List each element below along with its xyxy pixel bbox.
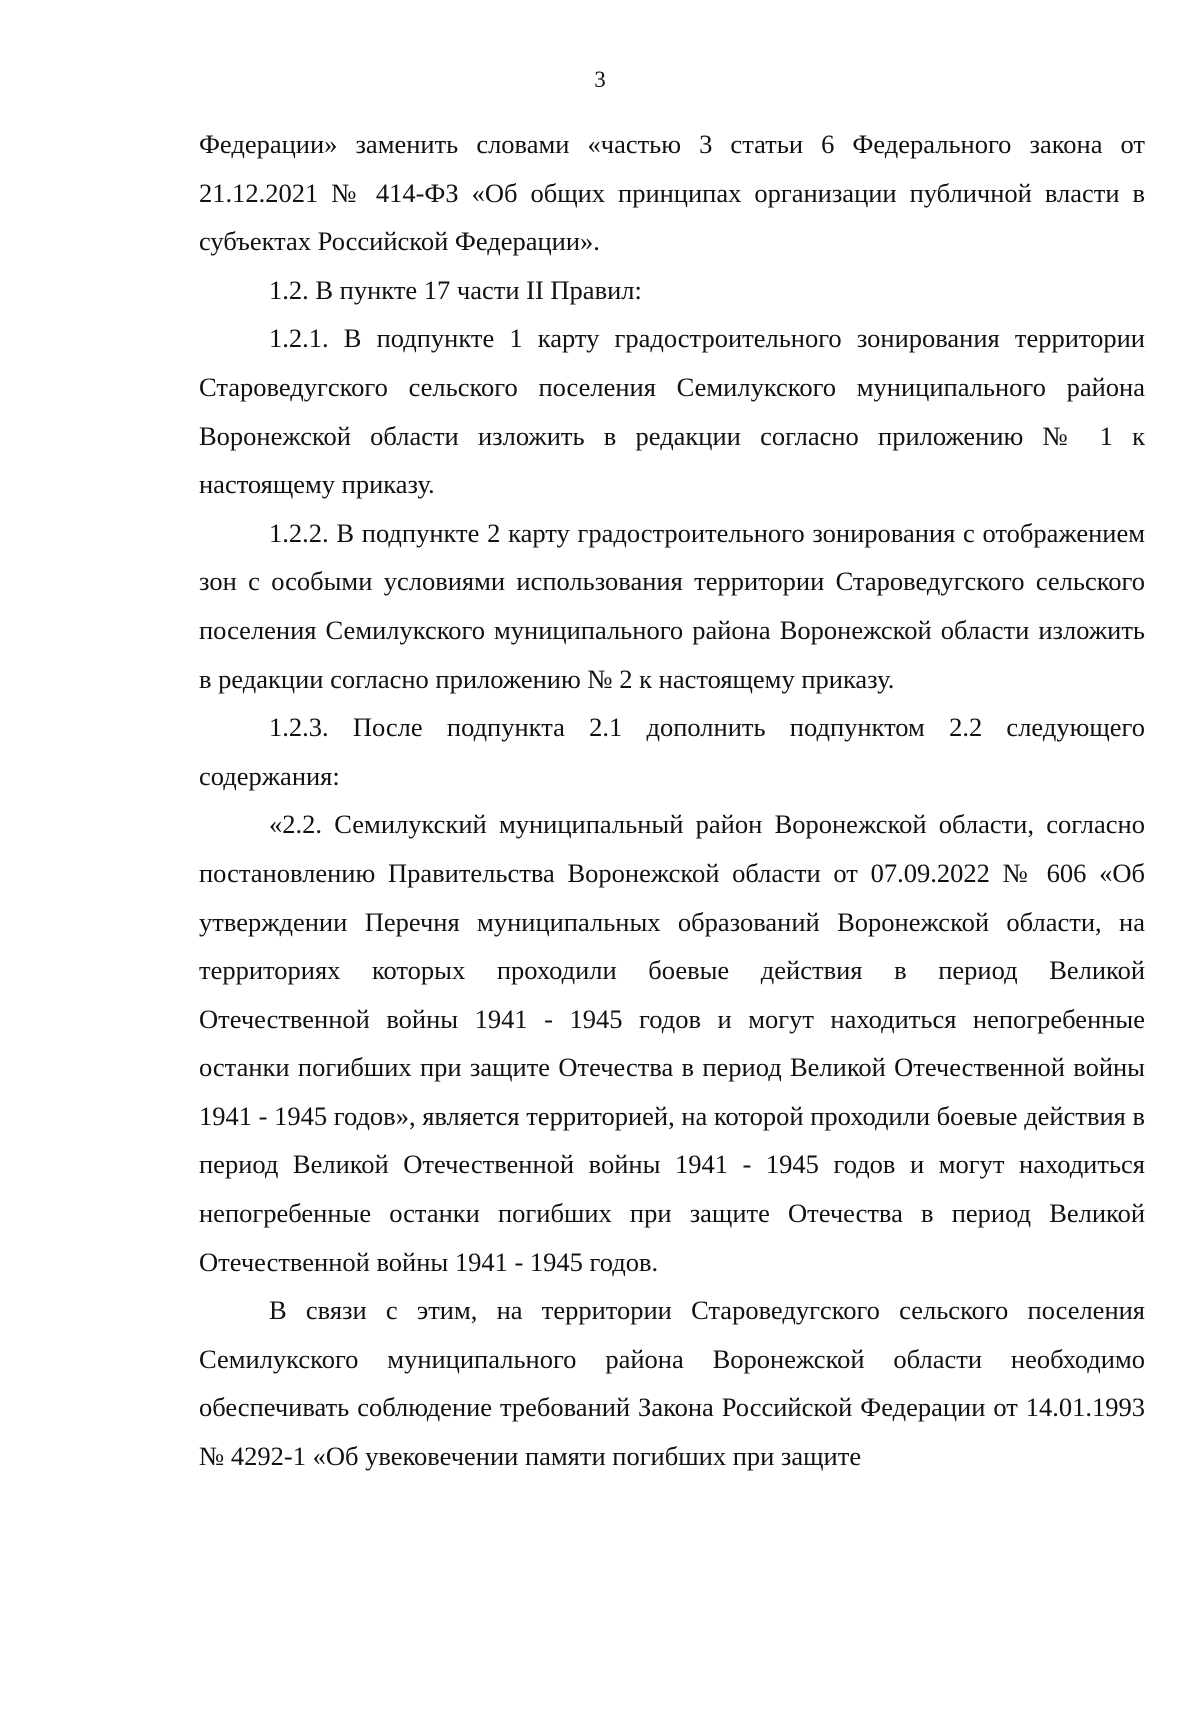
paragraph-item-1-2-3: 1.2.3. После подпункта 2.1 дополнить подпунктом 2.2 следующего содержания: (199, 712, 1145, 791)
page-number: 3 (594, 67, 606, 92)
paragraph-item-1-2-1: 1.2.1. В подпункте 1 карту градостроительного зонирования территории Староведугского сельского поселения Семилукского муниципального района Воронежской области изложить в редакции согласно приложению № 1 к настоящему приказу. (199, 323, 1145, 500)
paragraph-continuation: Федерации» заменить словами «частью 3 статьи 6 Федерального закона от 21.12.2021 № 414-ФЗ «Об общих принципах организации публичной власти в субъектах Российской Федерации». (199, 129, 1145, 257)
document-body (199, 120, 1145, 1481)
paragraph-quoted-2-2: «2.2. Семилукский муниципальный район Воронежской области, согласно постановлению Правительства Воронежской области от 07.09.2022 № 606 «Об утверждении Перечня муниципальных образований Воронежской области, на территориях которых проходили боевые действия в период Великой Отечественной войны 1941 - 1945 годов и могут находиться непогребенные останки погибших при защите Отечества в период Великой Отечественной войны 1941 - 1945 годов», является территорией, на которой проходили боевые действия в период Великой Отечественной войны 1941 - 1945 годов и могут находиться непогребенные останки погибших при защите Отечества в период Великой Отечественной войны 1941 - 1945 годов. (199, 809, 1145, 1277)
paragraph-in-this-regard: В связи с этим, на территории Староведугского сельского поселения Семилукского муниципального района Воронежской области необходимо обеспечивать соблюдение требований Закона Российской Федерации от 14.01.1993 № 4292-1 «Об увековечении памяти погибших при защите (199, 1295, 1145, 1472)
paragraph-item-1-2-2: 1.2.2. В подпункте 2 карту градостроительного зонирования с отображением зон с особыми условиями использования территории Староведугского сельского поселения Семилукского муниципального района Воронежской области изложить в редакции согласно приложению № 2 к настоящему приказу. (199, 517, 1145, 694)
paragraph-item-1-2: 1.2. В пункте 17 части II Правил: (269, 274, 642, 305)
